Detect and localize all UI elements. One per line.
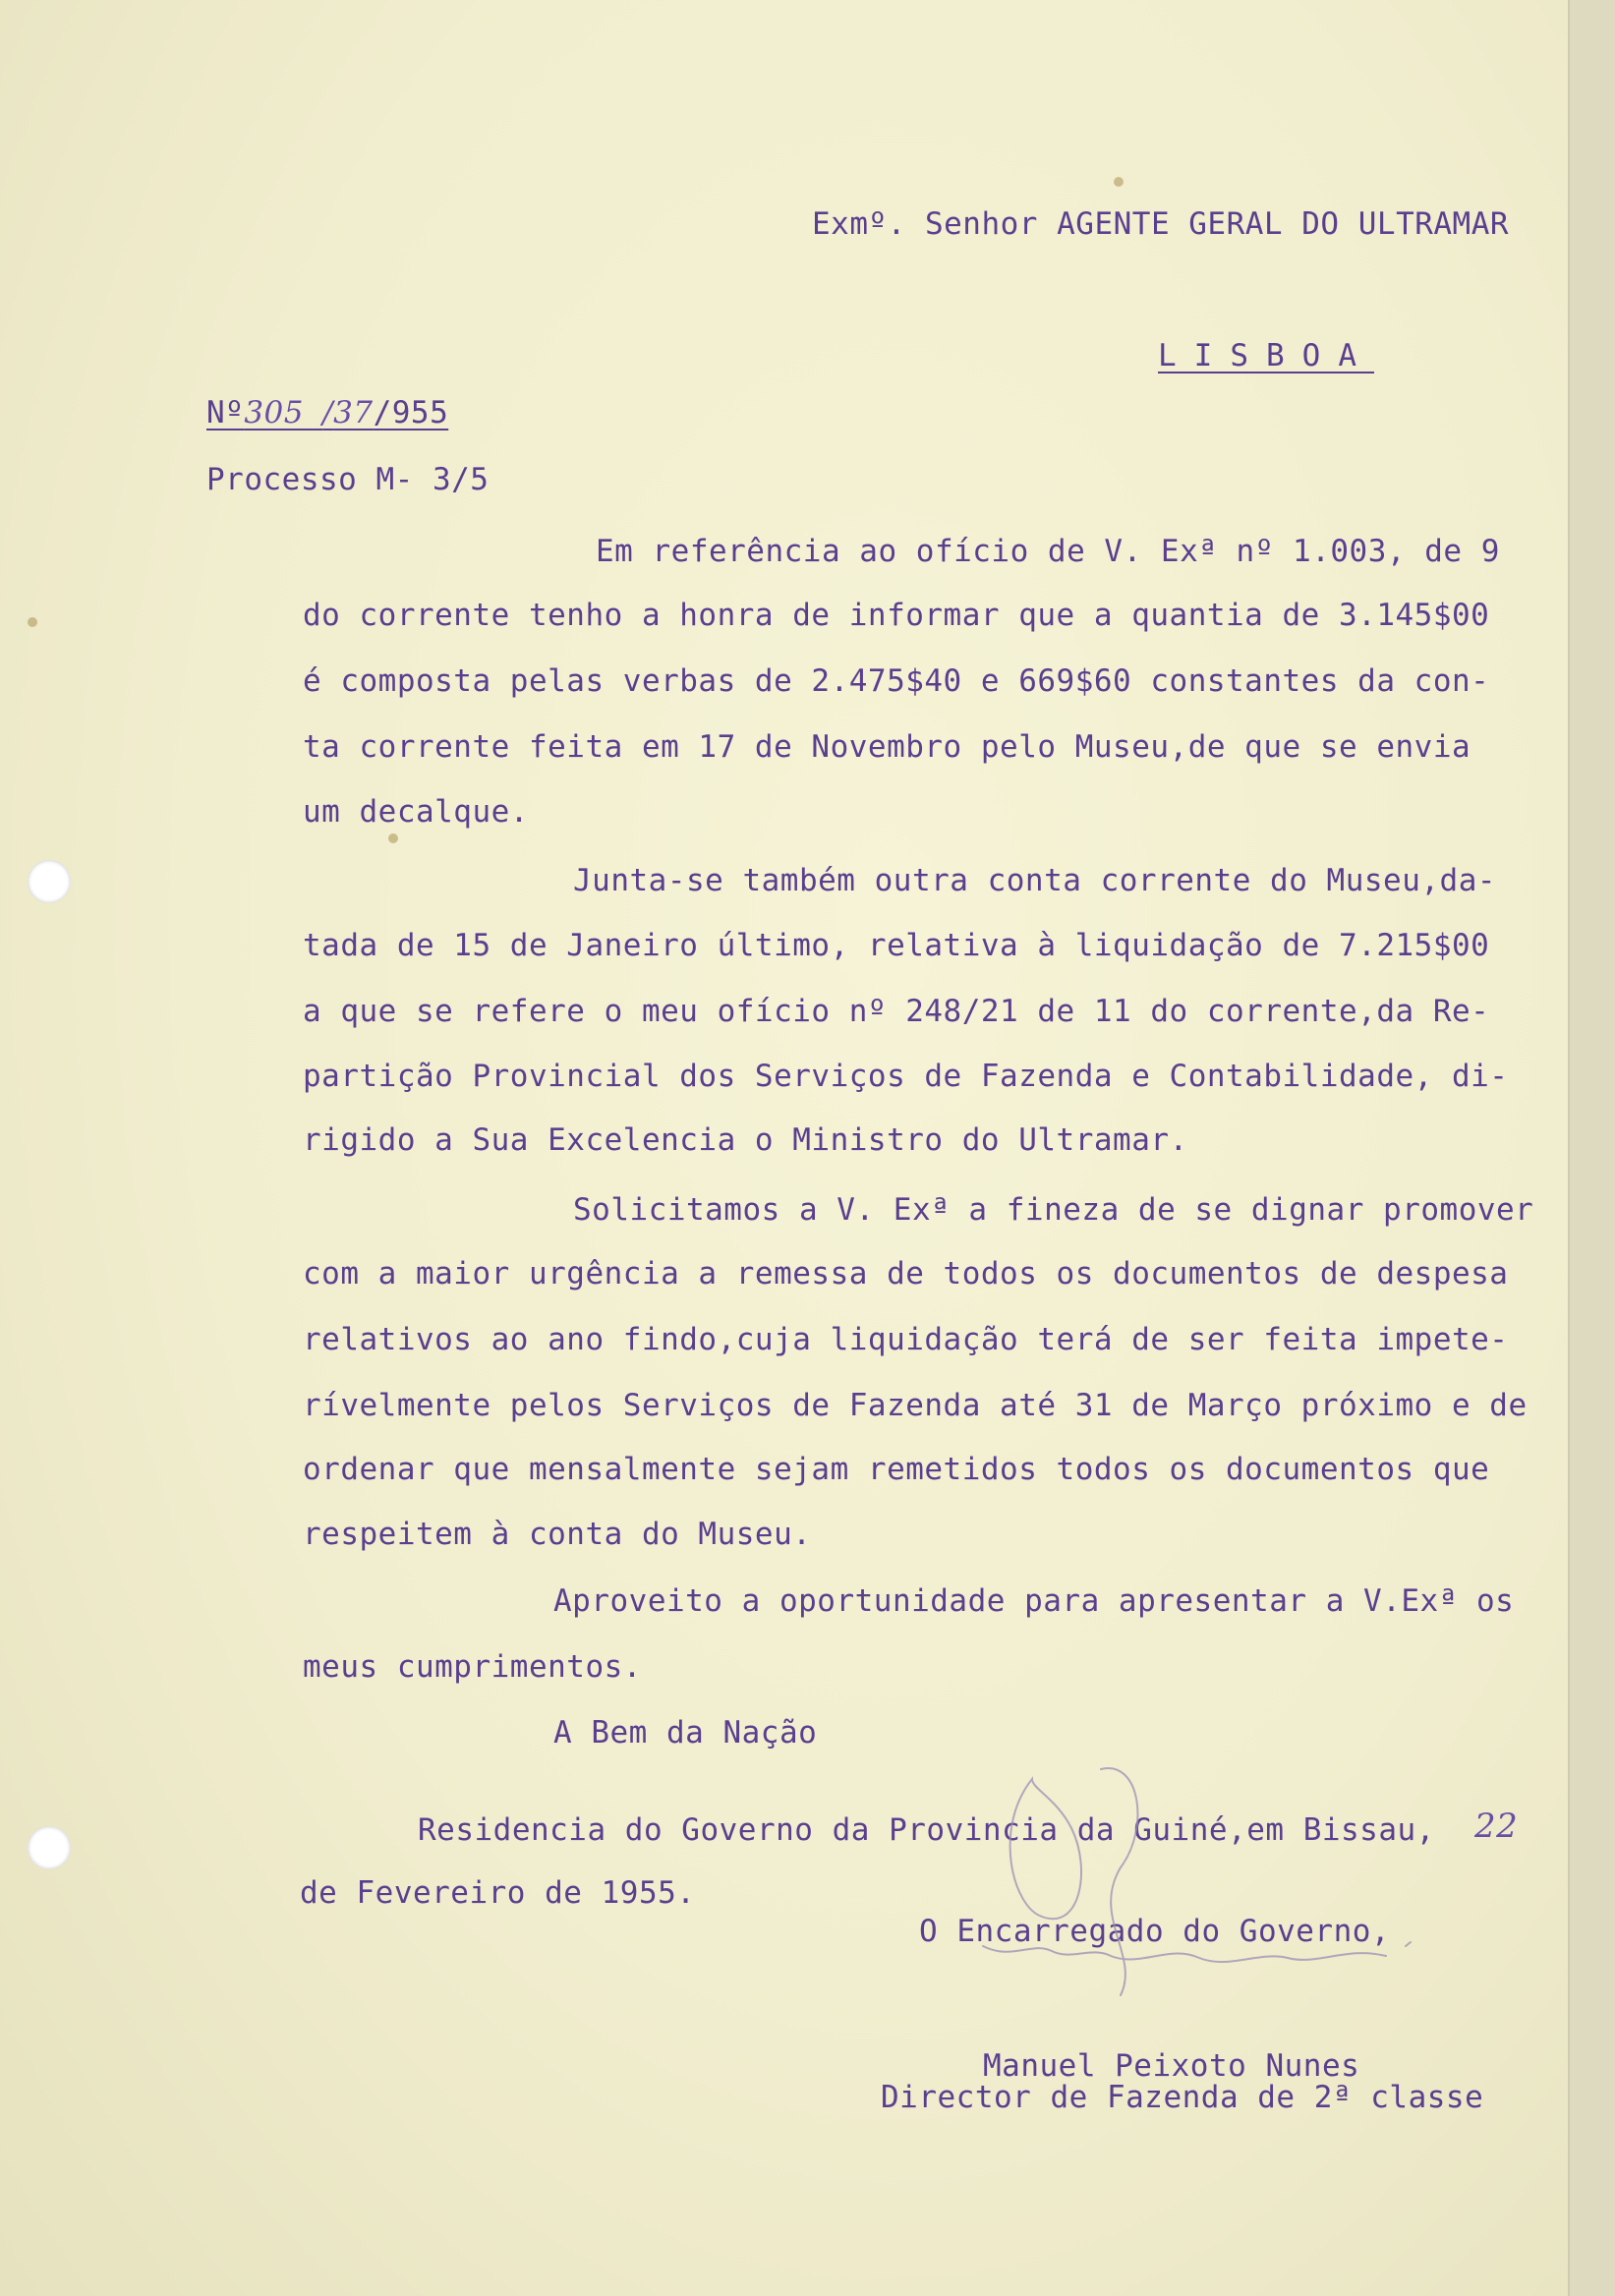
body-line: Solicitamos a V. Exª a fineza de se dignar promover (573, 1192, 1534, 1228)
signatory-name: Manuel Peixoto Nunes (983, 2048, 1360, 2084)
body-line: respeitem à conta do Museu. (303, 1517, 812, 1552)
body-line: relativos ao ano findo,cuja liquidação terá de ser feita impete- (303, 1322, 1509, 1357)
addressee: Exmº. Senhor AGENTE GERAL DO ULTRAMAR (812, 206, 1510, 242)
reference-code-handwritten: 37 (333, 395, 374, 430)
reference-number-handwritten: 305 (244, 395, 304, 430)
body-line: partição Provincial dos Serviços de Fazenda e Contabilidade, di- (303, 1059, 1509, 1094)
body-line: rívelmente pelos Serviços de Fazenda até 31 de Março próximo e de (303, 1388, 1528, 1423)
ink-spot (388, 833, 398, 843)
handwritten-signature (973, 1750, 1435, 2064)
destination-city: LISBOA (1158, 338, 1374, 373)
ink-spot (28, 617, 37, 627)
body-line: tada de 15 de Janeiro último, relativa à liquidação de 7.215$00 (303, 928, 1490, 963)
reference-prefix: Nº (206, 395, 245, 430)
signatory-role: O Encarregado do Governo, (919, 1914, 1391, 1949)
day-handwritten: 22 (1474, 1807, 1519, 1846)
body-line: ta corrente feita em 17 de Novembro pelo Museu,de que se envia (303, 729, 1471, 765)
closing-salutation: A Bem da Nação (553, 1715, 818, 1751)
body-line: meus cumprimentos. (303, 1649, 642, 1685)
body-line: rigido a Sua Excelencia o Ministro do Ultramar. (303, 1122, 1188, 1158)
reference-number (206, 395, 448, 430)
body-line: com a maior urgência a remessa de todos os documentos de despesa (303, 1256, 1509, 1292)
body-line: ordenar que mensalmente sejam remetidos todos os documentos que (303, 1452, 1490, 1487)
ink-spot (1114, 177, 1124, 187)
body-line: Junta-se também outra conta corrente do Museu,da- (573, 863, 1497, 898)
body-line: a que se refere o meu ofício nº 248/21 de 11 do corrente,da Re- (303, 994, 1490, 1029)
punch-hole-top (28, 860, 71, 903)
signatory-title: Director de Fazenda de 2ª classe (881, 2080, 1484, 2115)
place-line: Residencia do Governo da Provincia da Guiné,em Bissau, (418, 1812, 1435, 1848)
body-line: do corrente tenho a honra de informar que a quantia de 3.145$00 (303, 598, 1490, 633)
reference-year: /955 (373, 395, 449, 430)
body-line: Em referência ao ofício de V. Exª nº 1.003, de 9 (596, 534, 1500, 569)
body-line: Aproveito a oportunidade para apresentar a V.Exª os (553, 1583, 1515, 1619)
body-line: um decalque. (303, 794, 529, 830)
date-line: de Fevereiro de 1955. (300, 1875, 696, 1911)
body-line: é composta pelas verbas de 2.475$40 e 669$60 constantes da con- (303, 663, 1490, 699)
paper-edge (1568, 0, 1615, 2296)
processo-line: Processo M- 3/5 (206, 462, 490, 497)
reference-separator: / (322, 395, 334, 430)
punch-hole-bottom (28, 1826, 71, 1869)
